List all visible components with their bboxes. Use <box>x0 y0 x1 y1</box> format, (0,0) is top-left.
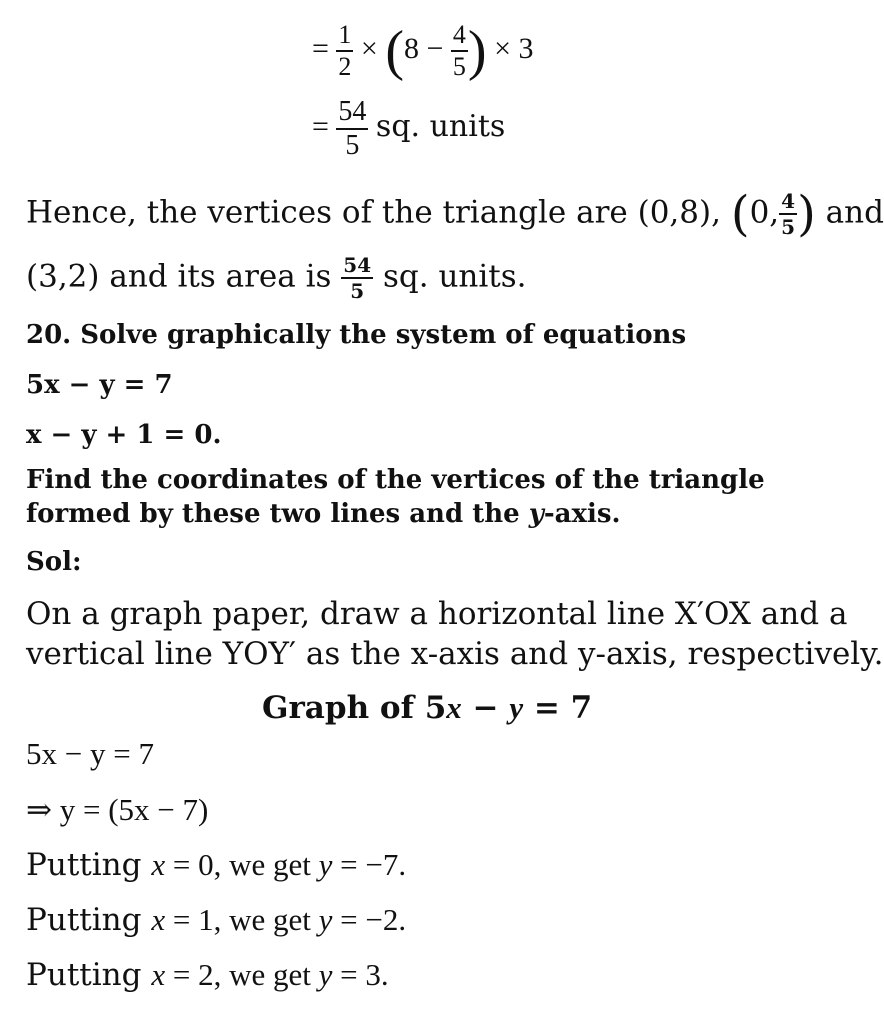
putting-line: Putting x = 2, we get y = 3. <box>26 957 389 993</box>
equation-line-1: = $\frac{1}{2}$ × (8 − $\frac{4}{5}$ ) × 3 <box>312 20 534 82</box>
fraction-four-fifths-small: $\frac{4}{5}$ <box>781 189 796 239</box>
question-equation-2: x − y + 1 = 0. <box>26 420 222 450</box>
question-find-line-2: formed by these two lines and the y-axis. <box>26 499 621 529</box>
solution-para-line-2: vertical line YOY′ as the x-axis and y-axis, respectively. <box>26 636 884 672</box>
putting-line: Putting x = 0, we get y = −7. <box>26 847 407 883</box>
solution-para-line-1: On a graph paper, draw a horizontal line X′OX and a <box>26 596 848 632</box>
question-find-line-1: Find the coordinates of the vertices of the triangle <box>26 465 765 495</box>
fraction-fifty-four-fifths: $\frac{54}{5}$ <box>338 96 367 161</box>
question-title: 20. Solve graphically the system of equations <box>26 320 687 350</box>
hence-line-2: (3,2) and its area is $\frac{54}{5}$ sq. units. <box>26 253 527 303</box>
equals-sign: = <box>312 31 329 65</box>
equation-line-2: = $\frac{54}{5}$ sq. units <box>312 96 506 161</box>
graph-heading: Graph of 5x − y = 7 <box>262 690 593 726</box>
fraction-four-fifths: $\frac{4}{5}$ <box>452 20 466 81</box>
question-equation-1: 5x − y = 7 <box>26 370 173 400</box>
graph-equation: 5x − y = 7 <box>26 736 154 771</box>
fraction-one-half: $\frac{1}{2}$ <box>338 20 352 81</box>
graph-rearranged: ⇒ y = (5x − 7) <box>26 792 209 827</box>
hence-line-1: Hence, the vertices of the triangle are (0,8), (0, $\frac{4}{5}$ ) and <box>26 186 884 242</box>
solution-label: Sol: <box>26 547 82 577</box>
putting-line: Putting x = 1, we get y = −2. <box>26 902 407 938</box>
fraction-area: $\frac{54}{5}$ <box>343 253 372 303</box>
